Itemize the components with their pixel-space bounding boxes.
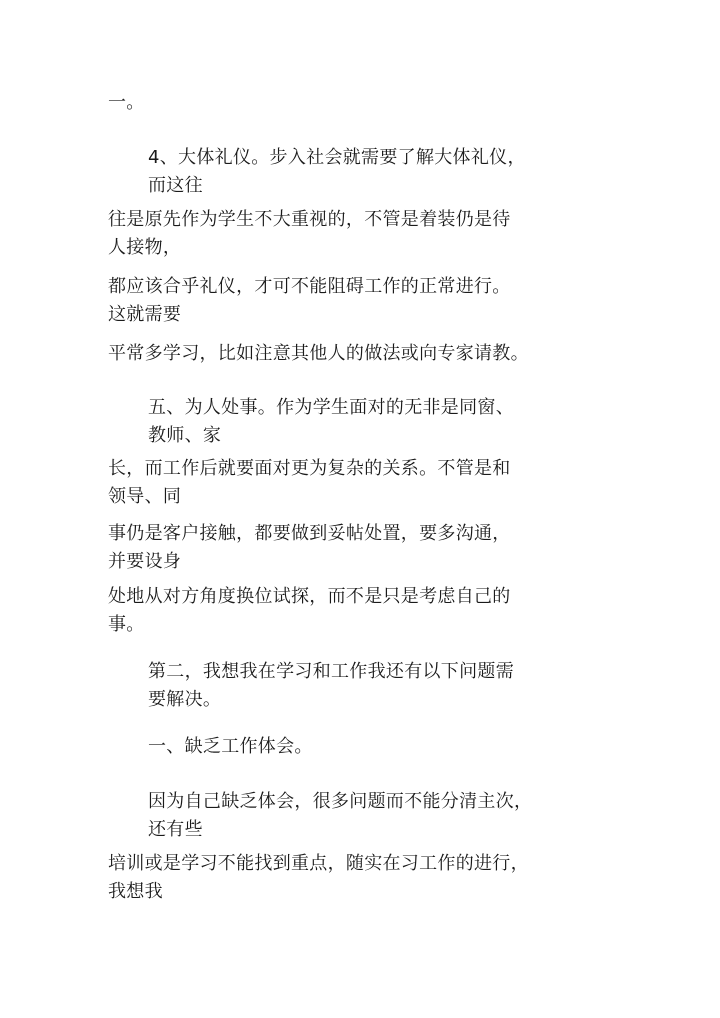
paragraph-8 [108,520,511,576]
paragraph-13 [108,850,529,906]
paragraph-11 [148,733,313,761]
paragraph-line: 第二，我想我在学习和工作我还有以下问题需 [148,661,514,682]
paragraph-line: 这就需要 [108,304,182,325]
paragraph-line: 培训或是学习不能找到重点，随实在习工作的进行， [108,853,529,874]
paragraph-line: 事仍是客户接触，都要做到妥帖处置，要多沟通， [108,523,511,544]
paragraph-line: 事。 [108,614,145,635]
paragraph-3 [108,206,511,262]
paragraph-6 [148,394,514,450]
paragraph-line: 都应该合乎礼仪，才可不能阻碍工作的正常进行。 [108,276,511,297]
paragraph-10 [148,658,514,714]
paragraph-2 [148,144,526,200]
paragraph-4 [108,273,511,329]
paragraph-line: 五、为人处事。作为学生面对的无非是同窗、 [148,397,514,418]
paragraph-line: 并要设身 [108,551,182,572]
paragraph-line: 长，而工作后就要面对更为复杂的关系。不管是和 [108,458,511,479]
paragraph-line: 领导、同 [108,486,182,507]
paragraph-line: 教师、家 [148,425,222,446]
paragraph-5 [108,340,529,368]
paragraph-line: 4、大体礼仪。步入社会就需要了解大体礼仪， [148,147,526,168]
paragraph-1 [108,89,145,117]
paragraph-12 [148,788,532,844]
paragraph-line: 处地从对方角度换位试探，而不是只是考虑自己的 [108,586,511,607]
paragraph-line: 一、缺乏工作体会。 [148,736,313,757]
paragraph-line: 而这往 [148,175,203,196]
paragraph-line: 往是原先作为学生不大重视的，不管是着装仍是待 [108,209,511,230]
paragraph-line: 一。 [108,92,145,113]
paragraph-9 [108,583,511,639]
paragraph-line: 我想我 [108,881,163,902]
paragraph-line: 因为自己缺乏体会，很多问题而不能分清主次， [148,791,533,812]
paragraph-line: 要解决。 [148,689,222,710]
paragraph-line: 平常多学习，比如注意其他人的做法或向专家请教。 [108,343,529,364]
paragraph-7 [108,455,511,511]
paragraph-line: 人接物， [108,237,182,258]
paragraph-line: 还有些 [148,819,203,840]
